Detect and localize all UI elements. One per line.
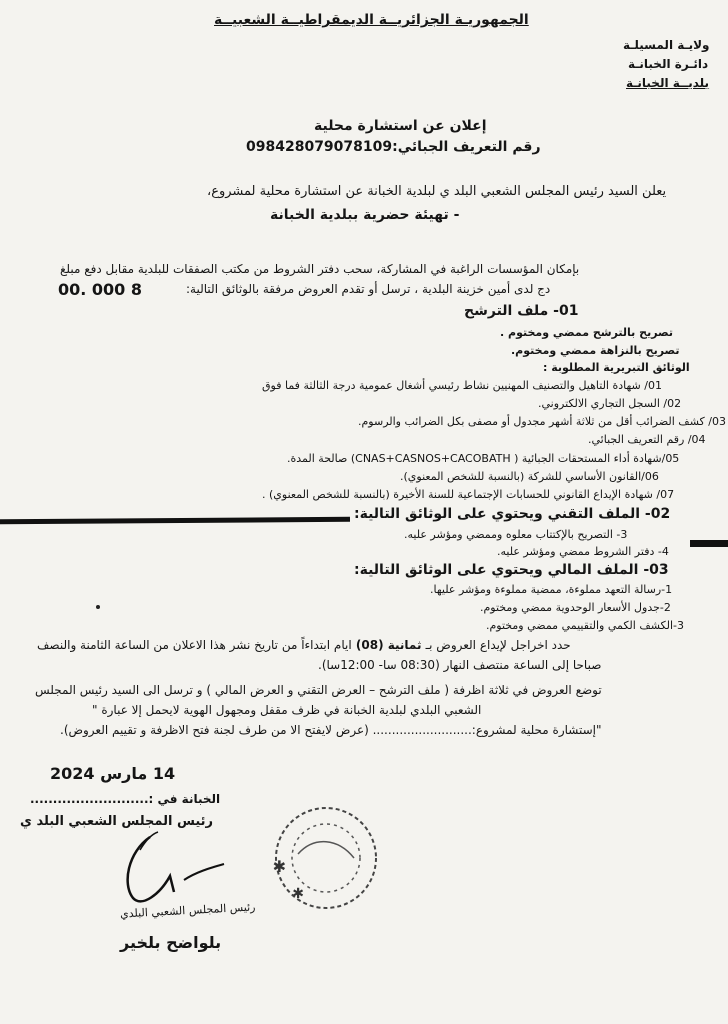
announcement-title: إعلان عن استشارة محلية <box>314 118 487 134</box>
document-item: 04/ رقم التعريف الجبائي. <box>588 433 706 446</box>
wilaya-label: ولايـة المسيلـة <box>623 38 710 52</box>
handwritten-signature <box>100 822 230 912</box>
candidacy-heading: 01- ملف الترشح <box>464 303 579 319</box>
commune-label: بلديــة الخبانـة <box>626 76 710 90</box>
stamp-caption: رئيس المجلس الشعبي البلدي <box>119 900 256 921</box>
financial-heading: 03- الملف المالي ويحتوي على الوثائق التالية: <box>354 562 669 578</box>
place-label: الخبانة في :.......................... <box>30 792 221 806</box>
submission-line-3: "إستشارة محلية لمشروع:.......................... (عرض لايفتح الا من طرف لجنة فتح الاظرفة و تقييم العروض). <box>60 723 602 737</box>
financial-item: 1-رسالة التعهد مملوءة، ممضية مملوءة ومؤشر عليها. <box>430 583 673 596</box>
project-name: - تهيئة حضرية ببلدية الخبانة <box>270 207 460 223</box>
technical-item: 3- التصريح بالإكتتاب معلوه وممضي ومؤشر عليه. <box>404 528 628 541</box>
technical-item: 4- دفتر الشروط ممضي ومؤشر عليه. <box>497 545 669 558</box>
candidacy-item: تصريح بالنزاهة ممضي ومختوم. <box>511 344 680 357</box>
scan-speck <box>96 605 100 609</box>
deadline-line-1 <box>37 638 571 652</box>
svg-text:✱: ✱ <box>272 857 286 876</box>
document-item: 07/ شهادة الإيداع القانوني للحسابات الإجتماعية للسنة الأخيرة (بالنسبة للشخص المعنوي) . <box>262 488 675 501</box>
document-item: 01/ شهادة التاهيل والتصنيف المهنيين نشاط رئيسي أشغال عمومية درجة الثالثة فما فوق <box>262 379 662 392</box>
technical-heading: 02- الملف التقني ويحتوي على الوثائق التالية: <box>354 506 671 522</box>
tax-id-label: رقم التعريف الجبائي: <box>392 139 541 155</box>
candidacy-item: تصريح بالترشح ممضي ومختوم . <box>500 326 674 339</box>
fee-amount: 00. 000 8 <box>58 280 143 299</box>
scan-smudge <box>0 517 350 524</box>
tax-id-value: 098428079078109 <box>246 139 393 155</box>
document-item: 03/ كشف الضرائب أقل من ثلاثة أشهر مجدول أو مصفى بكل الضرائب والرسوم. <box>358 415 726 428</box>
document-date: 14 مارس 2024 <box>50 764 176 783</box>
tax-id-line <box>246 139 541 155</box>
submission-line-1: توضع العروض في ثلاثة اظرفة ( ملف الترشح – العرض التقني و العرض المالي ) و ترسل الى السيد رئيس المجلس <box>35 683 602 697</box>
official-stamp <box>268 800 384 916</box>
conditions-line-2: دج لدى أمين خزينة البلدية ، ترسل أو تقدم العروض مرفقة بالوثائق التالية: <box>186 282 551 296</box>
financial-item: 3-الكشف الكمي والتقييمي ممضي ومختوم. <box>486 619 684 632</box>
republic-heading: الجمهوريـة الجزائريــة الديمقراطيــة الشعبيــة <box>214 12 529 28</box>
signer-name: بلواضح بلخير <box>120 933 222 952</box>
deadline-end: ايام ابتداءاً من تاريخ نشر هذا الاعلان من الساعة الثامنة والنصف <box>37 638 352 652</box>
conditions-line-1: بإمكان المؤسسات الراغبة في المشاركة، سحب دفتر الشروط من مكتب الصفقات للبلدية مقابل دفع مبلغ <box>60 262 580 276</box>
document-item: 02/ السجل التجاري الالكتروني. <box>538 397 682 410</box>
submission-line-2: الشعبي البلدي لبلدية الخبانة في ظرف مقفل ومجهول الهوية لايحمل إلا عبارة " <box>92 703 482 717</box>
deadline-start: حدد اخراجل لإيداع العروض بـ <box>425 638 571 652</box>
deadline-line-2: صباحا إلى الساعة منتصف النهار (08:30 سا- 12:00سا). <box>318 658 602 672</box>
deadline-days: ثمانية (08) <box>351 638 426 652</box>
scan-smudge <box>690 540 728 547</box>
document-item: 06/القانون الأساسي للشركة (بالنسبة للشخص المعنوي). <box>400 470 659 483</box>
signer-title: رئيس المجلس الشعبي البلد ي <box>20 814 213 829</box>
financial-item: 2-جدول الأسعار الوحدوية ممضي ومختوم. <box>480 601 671 614</box>
document-item: 05/شهادة أداء المستحقات الجبائية ( CNAS+CASNOS+CACOBATH) صالحة المدة. <box>287 452 680 465</box>
svg-text:✱: ✱ <box>292 886 304 902</box>
intro-line: يعلن السيد رئيس المجلس الشعبي البلد ي لبلدية الخبانة عن استشارة محلية لمشروع، <box>207 184 667 199</box>
daira-label: دائـرة الخبانـة <box>628 57 709 71</box>
supporting-docs-heading: الوثائق التبريرية المطلوبة : <box>543 361 690 374</box>
